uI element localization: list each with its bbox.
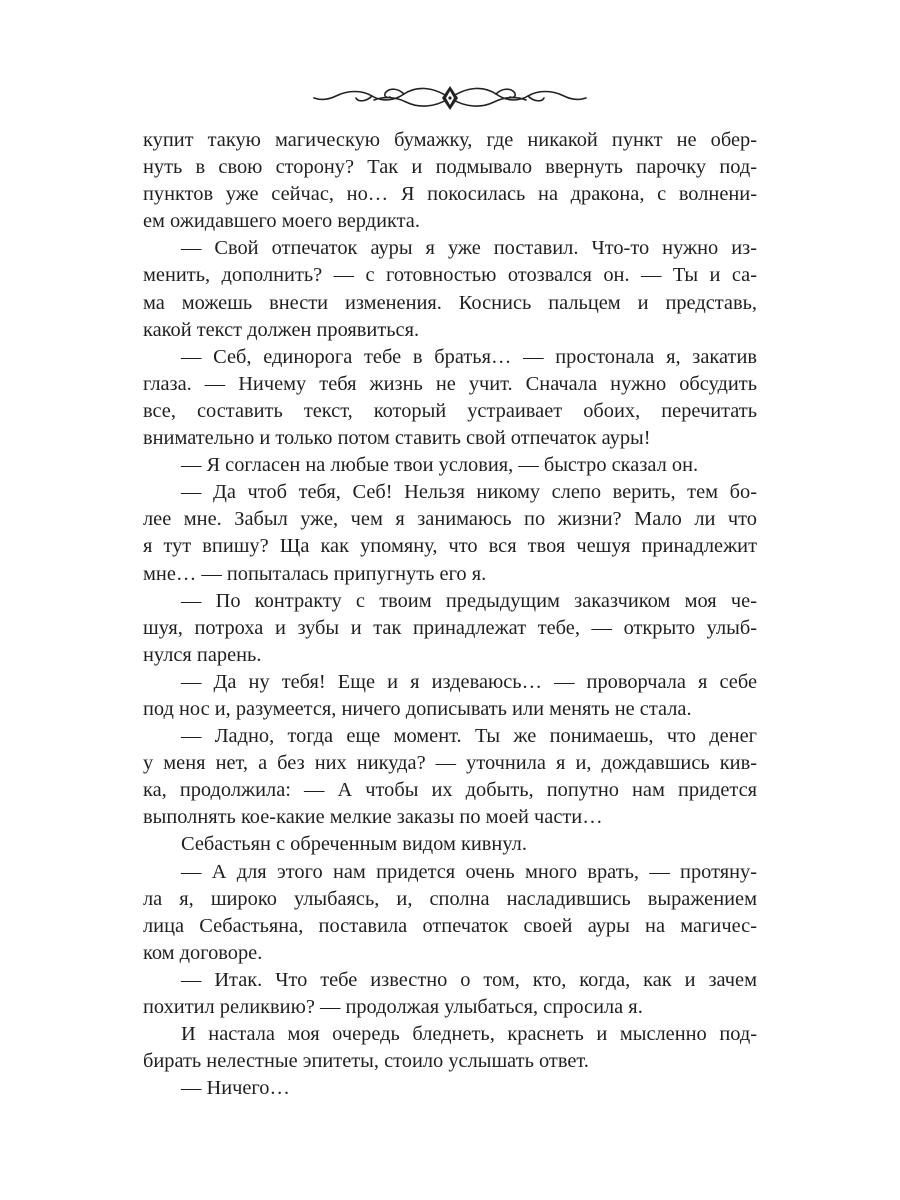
paragraph <box>143 588 757 669</box>
text-line: шуя, потроха и зубы и так принадлежат тебе, — открыто улыб- <box>143 616 757 639</box>
text-line: — Да чтоб тебя, Себ! Нельзя никому слепо верить, тем бо- <box>181 481 757 504</box>
text-line: — Да ну тебя! Еще и я издеваюсь… — проворчала я себе <box>181 670 757 693</box>
paragraph <box>143 723 757 831</box>
text-line: купит такую магическую бумажку, где никакой пункт не обер- <box>143 129 757 151</box>
text-line: лица Себастьяна, поставила отпечаток своей ауры на магичес- <box>143 914 757 937</box>
text-line: все, составить текст, который устраивает обоих, перечитать <box>143 399 757 422</box>
text-line: глаза. — Ничему тебя жизнь не учит. Сначала нужно обсудить <box>143 372 757 395</box>
paragraph <box>143 831 757 858</box>
paragraph <box>143 669 757 723</box>
paragraph <box>143 235 757 343</box>
text-line: под нос и, разумеется, ничего дописывать или менять не стала. <box>143 697 692 720</box>
text-line: ем ожидавшего моего вердикта. <box>143 210 420 233</box>
text-line: менить, дополнить? — с готовностью отозвался он. — Ты и са- <box>143 264 757 287</box>
paragraph <box>143 452 757 479</box>
text-line: какой текст должен проявиться. <box>143 318 420 341</box>
text-line: ка, продолжила: — А чтобы их добыть, попутно нам придется <box>143 779 757 802</box>
text-line: нуть в свою сторону? Так и подмывало ввернуть парочку под- <box>143 156 757 179</box>
text-line: бирать нелестные эпитеты, стоило услышать ответ. <box>143 1050 589 1073</box>
text-line: ком договоре. <box>143 941 263 964</box>
text-line: — По контракту с твоим предыдущим заказчиком моя че- <box>181 589 757 612</box>
text-line: — Ничего… <box>181 1077 290 1100</box>
text-line: — Я согласен на любые твои условия, — быстро сказал он. <box>181 454 699 477</box>
text-line: ма можешь внести изменения. Коснись пальцем и представь, <box>143 291 757 314</box>
text-line: внимательно и только потом ставить свой отпечаток ауры! <box>143 427 651 450</box>
paragraph <box>143 344 757 452</box>
text-line: у меня нет, а без них никуда? — уточнила я и, дождавшись кив- <box>143 752 757 775</box>
paragraph <box>143 479 757 587</box>
body-text <box>143 127 757 1102</box>
decorative-flourish-icon <box>312 80 588 114</box>
text-line: мне… — попыталась припугнуть его я. <box>143 562 487 585</box>
text-line: нулся парень. <box>143 643 262 666</box>
text-line: — Свой отпечаток ауры я уже поставил. Что-то нужно из- <box>181 237 757 260</box>
paragraph <box>143 859 757 967</box>
text-line: — Себ, единорога тебе в братья… — простонала я, закатив <box>181 345 757 368</box>
paragraph <box>143 1075 757 1102</box>
text-line: похитил реликвию? — продолжая улыбаться, спросила я. <box>143 996 643 1018</box>
text-line: Себастьян с обреченным видом кивнул. <box>181 833 527 856</box>
text-line: — Ладно, тогда еще момент. Ты же понимаешь, что денег <box>181 725 757 748</box>
paragraph <box>143 127 757 235</box>
text-line: — А для этого нам придется очень много врать, — протяну- <box>181 860 757 883</box>
paragraph <box>143 967 757 1021</box>
text-line: ла я, широко улыбаясь, и, сполна насладившись выражением <box>143 887 757 910</box>
text-line: — Итак. Что тебе известно о том, кто, когда, как и зачем <box>181 968 757 991</box>
text-line: я тут впишу? Ща как упомяну, что вся твоя чешуя принадлежит <box>143 535 757 558</box>
text-line: пунктов уже сейчас, но… Я покосилась на дракона, с волнени- <box>143 183 757 206</box>
paragraph <box>143 1021 757 1075</box>
text-line: И настала моя очередь бледнеть, краснеть и мысленно под- <box>181 1023 757 1046</box>
text-line: выполнять кое-какие мелкие заказы по моей части… <box>143 806 603 829</box>
text-line: лее мне. Забыл уже, чем я занимаюсь по жизни? Мало ли что <box>143 508 757 531</box>
